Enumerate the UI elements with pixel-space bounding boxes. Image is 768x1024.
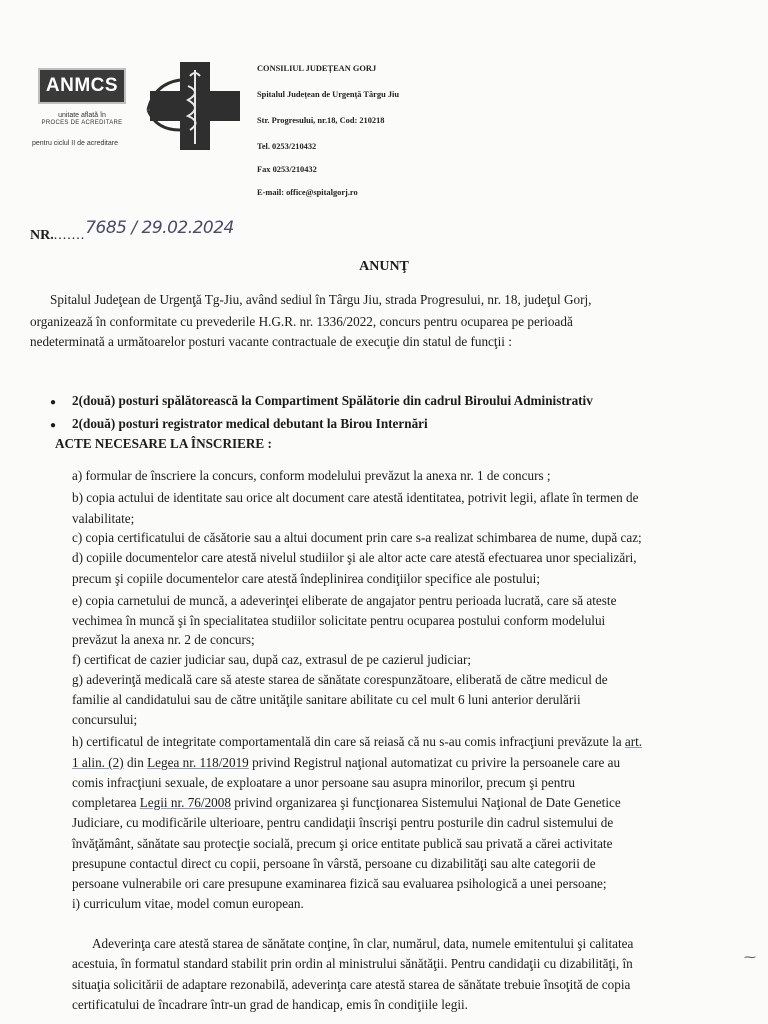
position-item-2: 2(două) posturi registrator medical debutant la Birou Internări (72, 416, 428, 431)
registration-number: NR........7685 / 29.02.2024 (30, 218, 234, 243)
link-alin[interactable]: 1 alin. (2) (72, 755, 124, 770)
anmcs-logo-text: ANMCS (38, 68, 126, 104)
anmcs-line-1: unitate aflată în (58, 112, 106, 119)
scan-mark: ⁓ (744, 950, 756, 964)
header-address: Str. Progresului, nr.18, Cod: 210218 (257, 116, 385, 125)
act-b-line-1: b) copia actului de identitate sau orice alt document care atestă identitatea, potrivit legii, aflate în termen de (72, 490, 639, 505)
act-g-line-1: g) adeverinţă medicală care să ateste starea de sănătate corespunzătoare, eliberată de către medicul de (72, 672, 608, 687)
anmcs-logo (32, 68, 132, 147)
act-h-line-4 (72, 795, 621, 811)
hospital-cross-logo-icon (146, 58, 246, 158)
closing-line-4: certificatului de încadrare într-un grad de handicap, emis în condiţiile legii. (72, 997, 468, 1012)
act-g-line-2: familie al candidatului sau de către unităţile sanitare abilitate cu cel mult 6 luni anterior derulării (72, 692, 581, 707)
act-h-din: din (123, 755, 148, 770)
anmcs-line-3: pentru ciclul II de acreditare (32, 140, 118, 147)
act-c: c) copia certificatului de căsătorie sau a altui document prin care s-a realizat schimbarea de nume, după caz; (72, 530, 642, 545)
intro-line-1: Spitalul Judeţean de Urgenţă Tg-Jiu, având sediul în Târgu Jiu, strada Progresului, nr. 18, judeţul Gorj, (50, 292, 592, 307)
link-legea-76-2008[interactable]: Legii nr. 76/2008 (139, 795, 231, 810)
header-phone: Tel. 0253/210432 (257, 142, 317, 151)
position-item-1: 2(două) posturi spălătorească la Compartiment Spălătorie din cadrul Biroului Administrativ (72, 393, 593, 408)
registration-handwritten: 7685 / 29.02.2024 (85, 218, 234, 238)
closing-line-2: acestuia, în formatul standard stabilit prin ordin al ministrului sănătăţii. Pentru candidaţii cu dizabilităţi, în (72, 956, 633, 971)
act-h-line-3: comis infracţiuni sexuale, de exploatare a unor persoane sau asupra minorilor, precum şi pentru (72, 775, 575, 790)
act-d-line-2: precum şi copiile documentelor care atestă îndeplinirea condiţiilor specifice ale postului; (72, 571, 540, 586)
act-d-line-1: d) copiile documentelor care atestă nivelul studiilor şi ale altor acte care atestă efectuarea unor specializări, (72, 550, 637, 565)
registration-label: NR. (30, 228, 54, 243)
anmcs-line-2: PROCES DE ACREDITARE (41, 120, 123, 126)
act-h-line-1-text: h) certificatul de integritate comportamentală din care să reiasă că nu s-au comis infracţiuni prevăzute la (72, 734, 625, 749)
act-e-line-2: vechimea în muncă şi în specialitatea studiilor solicitate pentru ocuparea postului conform modelului (72, 613, 606, 628)
act-h-line-5: Judiciare, cu modificările ulterioare, pentru candidaţii înscrişi pentru posturile din cadrul sistemului de (72, 815, 614, 830)
act-f: f) certificat de cazier judiciar sau, după caz, extrasul de pe cazierul judiciar; (72, 652, 472, 667)
intro-line-3: nedeterminată a următoarelor posturi vacante contractuale de execuţie din statul de funcţii : (30, 334, 512, 349)
link-legea-118-2019[interactable]: Legea nr. 118/2019 (147, 755, 249, 770)
closing-line-1: Adeverinţa care atestă starea de sănătate conţine, în clar, numărul, data, numele emitentului şi calitatea (92, 936, 634, 951)
header-hospital: Spitalul Județean de Urgență Târgu Jiu (257, 90, 400, 99)
link-art[interactable]: art. (624, 734, 643, 749)
act-h-line-1 (72, 734, 642, 750)
act-e-line-1: e) copia carnetului de muncă, a adeverinţei eliberate de angajator pentru perioada lucrată, care să ateste (72, 593, 617, 608)
act-g-line-3: concursului; (72, 712, 138, 727)
act-h-line-2-rest: privind Registrul naţional automatizat cu privire la persoanele care au (248, 755, 621, 770)
act-b-line-2: valabilitate; (72, 511, 135, 526)
act-i: i) curriculum vitae, model comun european. (72, 896, 304, 911)
closing-line-3: situaţia solicitării de adaptare rezonabilă, adeverinţa care atestă starea de sănătate trebuie însoţită de copia (72, 977, 631, 992)
act-h-line-4-rest: privind organizarea şi funcţionarea Sistemului Naţional de Date Genetice (230, 795, 621, 810)
header-council: CONSILIUL JUDEȚEAN GORJ (257, 64, 377, 73)
act-h-completarea: completarea (72, 795, 140, 810)
act-a: a) formular de înscriere la concurs, conform modelului prevăzut la anexa nr. 1 de concurs ; (72, 468, 551, 483)
act-h-line-8: persoane vulnerabile ori care presupune examinarea fizică sau evaluarea psihologică a unei persoane; (72, 876, 607, 891)
header-email: E-mail: office@spitalgorj.ro (257, 188, 358, 197)
bullet-icon: ● (50, 420, 57, 431)
act-h-line-2 (72, 755, 620, 771)
header-fax: Fax 0253/210432 (257, 165, 317, 174)
act-h-line-6: învăţământ, sănătate sau protecţie socială, precum şi orice entitate publică sau privată a cărei activitate (72, 836, 613, 851)
acts-heading: ACTE NECESARE LA ÎNSCRIERE : (55, 436, 272, 451)
page-title: ANUNŢ (359, 259, 409, 274)
bullet-icon: ● (50, 397, 57, 408)
act-h-line-7: presupune contactul direct cu copii, persoane în vârstă, persoane cu dizabilităţi sau alte categorii de (72, 856, 596, 871)
act-e-line-3: prevăzut la anexa nr. 2 de concurs; (72, 632, 255, 647)
intro-line-2: organizează în conformitate cu prevederile H.G.R. nr. 1336/2022, concurs pentru ocuparea pe perioadă (30, 314, 573, 329)
